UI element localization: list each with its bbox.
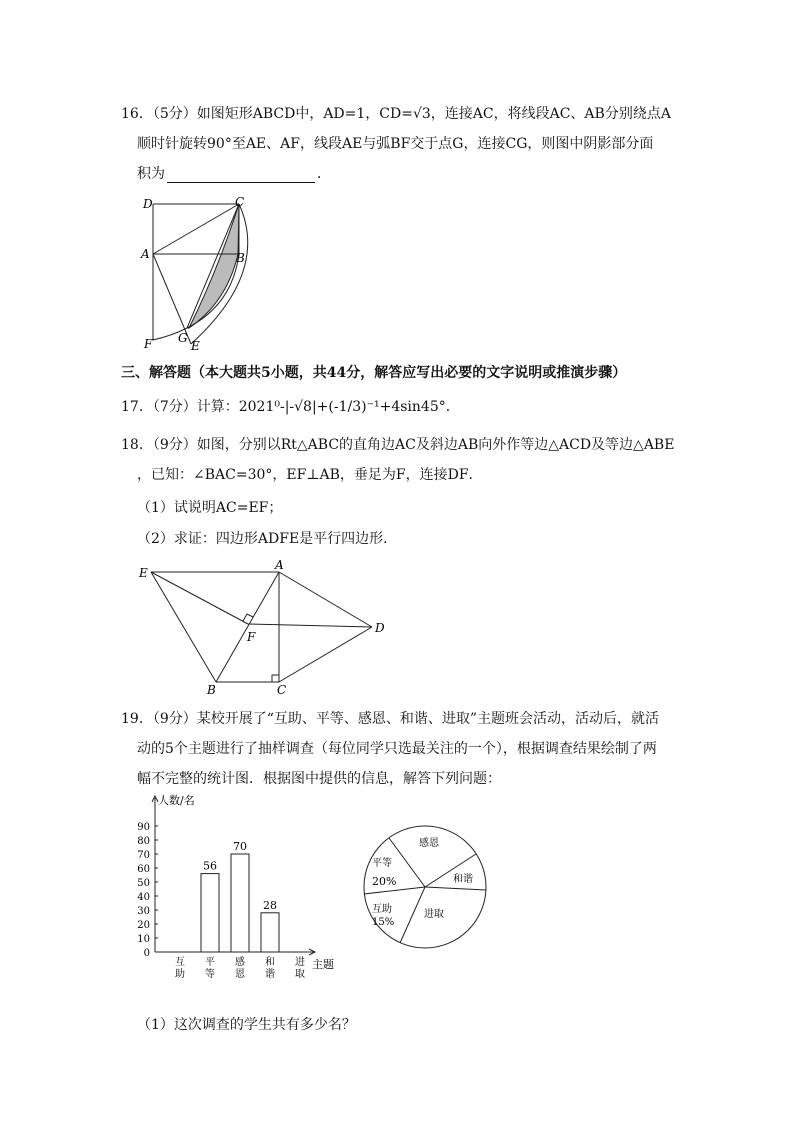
bar-xlabel: 主题 [312,958,334,971]
pie-chart [355,822,495,952]
q18-line1: 18．（9分）如图，分别以Rt△ABC的直角边AC及斜边AB向外作等边△ACD及等边△ABE [121,437,675,453]
bar [261,913,279,952]
label-A: A [141,247,150,261]
q18-figure [136,558,396,700]
q16-line3 [137,165,331,183]
q16-figure [135,192,255,352]
q18-line2: ，已知：∠BAC=30°，EF⊥AB，垂足为F，连接DF． [137,467,483,483]
x-tick-label: 感恩 [235,957,245,980]
segment-FD [248,624,372,627]
segment-AD [279,572,372,627]
pie-label-pingdeng: 平等 [372,858,392,869]
label-G: G [178,331,188,345]
bar-chart [130,792,345,987]
label-F: F [144,337,153,351]
q19-line2: 动的5个主题进行了抽样调查（每位同学只选最关注的一个），根据调查结果绘制了两 [137,741,657,757]
q16-suffix: ． [317,166,331,182]
pie-label-jinqu: 进取 [424,909,444,920]
y-tick-label: 10 [137,934,150,945]
x-tick-label: 和谐 [265,957,275,980]
q19-line1: 19．（9分）某校开展了“互助、平等、感恩、和谐、进取”主题班会活动，活动后，就活 [121,711,660,727]
label-C: C [277,683,287,697]
q19-part1: （1）这次调查的学生共有多少名？ [137,1017,356,1033]
pie-label-huzhu: 互助 [372,904,392,915]
y-tick-label: 50 [137,878,150,889]
q19-line3: 幅不完整的统计图．根据图中提供的信息，解答下列问题： [137,771,501,787]
label-E: E [191,339,200,352]
y-tick-label: 90 [137,822,150,833]
bar-ylabel: 人数/名 [158,794,195,807]
y-tick-label: 80 [137,836,150,847]
pie-value-pingdeng: 20% [372,875,397,888]
y-tick-label: 20 [137,920,150,931]
y-tick-label: 0 [143,948,150,959]
pie-label-ganen: 感恩 [419,838,439,849]
segment-EF [151,572,248,624]
q17-text: 17．（7分）计算：2021⁰-|-√8|+(-1/3)⁻¹+4sin45°． [121,399,460,415]
y-tick-label: 60 [137,864,150,875]
right-angle-C [272,675,279,682]
q16-line1: 16．（5分）如图矩形ABCD中，AD=1，CD=√3，连接AC，将线段AC、AB分别绕点A [121,106,671,122]
label-B: B [207,683,216,697]
section-title: 三、解答题（本大题共5小题，共44分，解答应写出必要的文字说明或推演步骤） [121,365,627,381]
pie-label-hexie: 和谐 [453,874,473,885]
y-tick-label: 70 [137,850,150,861]
q18-part1: （1）试说明AC=EF； [137,500,283,516]
segment-BA [216,572,279,682]
label-A: A [275,558,284,572]
bar-value-label: 56 [203,859,217,873]
bar-layer [137,796,315,980]
label-D: D [375,621,385,635]
label-F: F [247,630,256,644]
label-C: C [235,195,245,209]
pie-value-huzhu: 15% [372,917,395,928]
answer-blank [167,168,315,183]
bar [201,874,219,952]
q16-prefix: 积为 [137,166,165,182]
bar-value-label: 70 [233,840,247,853]
label-D: D [143,197,153,211]
q16-line2: 顺时针旋转90°至AE、AF，线段AE与弧BF交于点G，连接CG，则图中阴影部分面 [137,136,654,152]
bar-value-label: 28 [263,898,277,912]
segment-CD [279,627,372,682]
segment-EB [151,572,216,682]
x-tick-label: 互助 [175,957,185,980]
y-tick-label: 30 [137,906,150,917]
x-tick-label: 进取 [295,957,305,980]
q18-part2: （2）求证：四边形ADFE是平行四边形． [137,531,398,547]
y-tick-label: 40 [137,892,150,903]
bar [231,854,249,952]
label-B: B [236,251,245,265]
label-E: E [139,566,148,580]
x-tick-label: 平等 [205,957,215,980]
